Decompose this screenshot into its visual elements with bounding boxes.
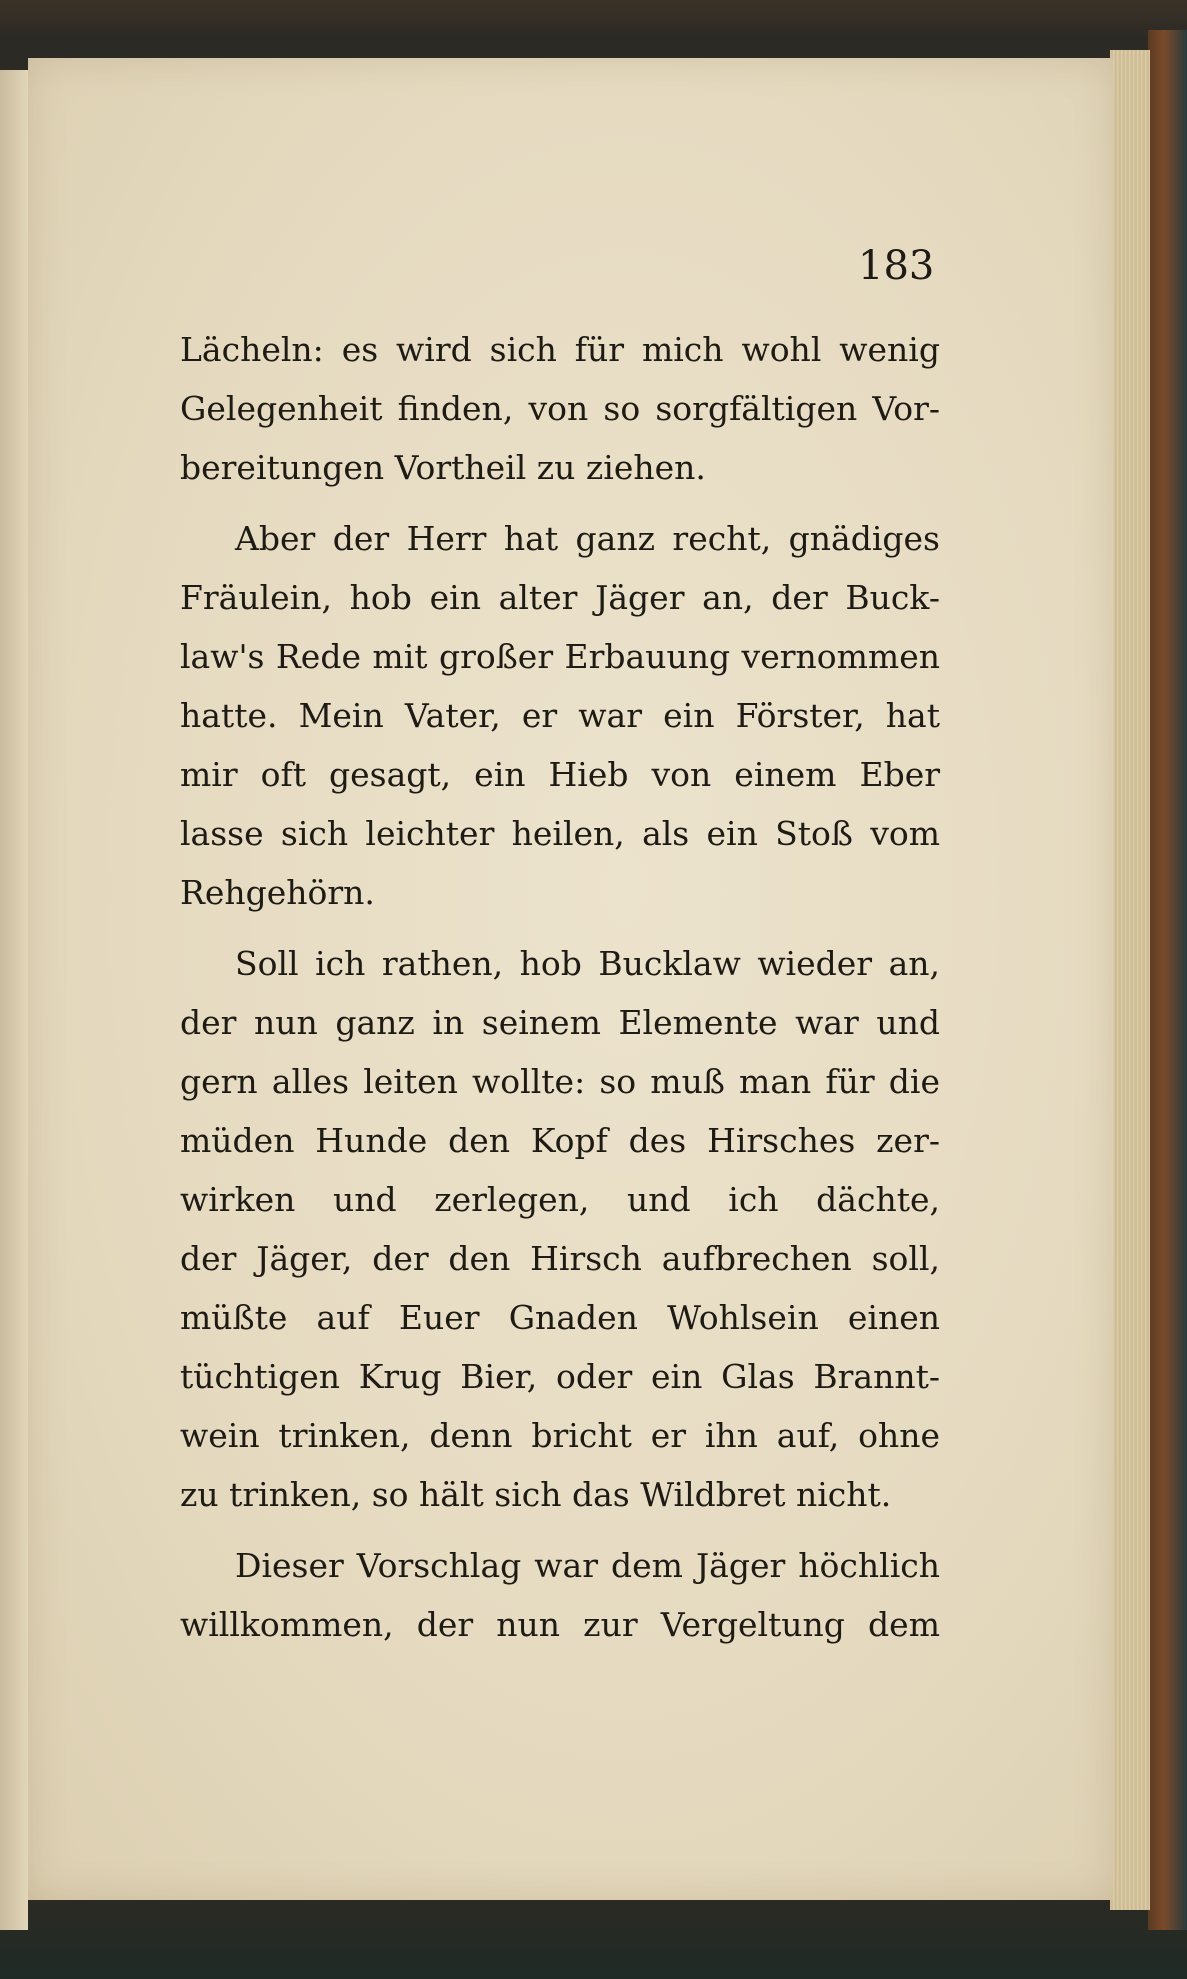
text-line: müßte auf Euer Gnaden Wohlsein einen [180, 1298, 940, 1337]
text-line: wirken und zerlegen, und ich dächte, [180, 1180, 940, 1219]
text-line: bereitungen Vortheil zu ziehen. [180, 448, 706, 487]
text-line: hatte. Mein Vater, er war ein Förster, hat [180, 696, 940, 735]
text-line: der nun ganz in seinem Elemente war und [180, 1003, 940, 1042]
text-line: Aber der Herr hat ganz recht, gnädiges [235, 519, 940, 558]
text-line: Fräulein, hob ein alter Jäger an, der Buck- [180, 578, 940, 617]
body-text [180, 320, 940, 1654]
text-line: müden Hunde den Kopf des Hirsches zer- [180, 1121, 940, 1160]
text-line: Lächeln: es wird sich für mich wohl wenig [180, 330, 940, 369]
text-line: gern alles leiten wollte: so muß man für die [180, 1062, 940, 1101]
text-line: mir oft gesagt, ein Hieb von einem Eber [180, 755, 940, 794]
text-line: law's Rede mit großer Erbauung vernommen [180, 637, 940, 676]
text-line: Rehgehörn. [180, 873, 375, 912]
text-line: willkommen, der nun zur Vergeltung dem [180, 1605, 940, 1644]
text-line: Gelegenheit finden, von so sorgfältigen Vor- [180, 389, 940, 428]
page-number: 183 [858, 243, 935, 289]
text-line: zu trinken, so hält sich das Wildbret nicht. [180, 1475, 892, 1514]
facing-page-edge [0, 70, 28, 1930]
book-page [28, 58, 1113, 1900]
text-line: der Jäger, der den Hirsch aufbrechen soll, [180, 1239, 940, 1278]
text-line: Soll ich rathen, hob Bucklaw wieder an, [235, 944, 940, 983]
book-cover-edge [1148, 30, 1187, 1930]
text-line: tüchtigen Krug Bier, oder ein Glas Brannt- [180, 1357, 940, 1396]
text-line: lasse sich leichter heilen, als ein Stoß vom [180, 814, 940, 853]
page-stack-edge [1110, 50, 1150, 1910]
text-line: Dieser Vorschlag war dem Jäger höchlich [235, 1546, 940, 1585]
text-line: wein trinken, denn bricht er ihn auf, ohne [180, 1416, 940, 1455]
